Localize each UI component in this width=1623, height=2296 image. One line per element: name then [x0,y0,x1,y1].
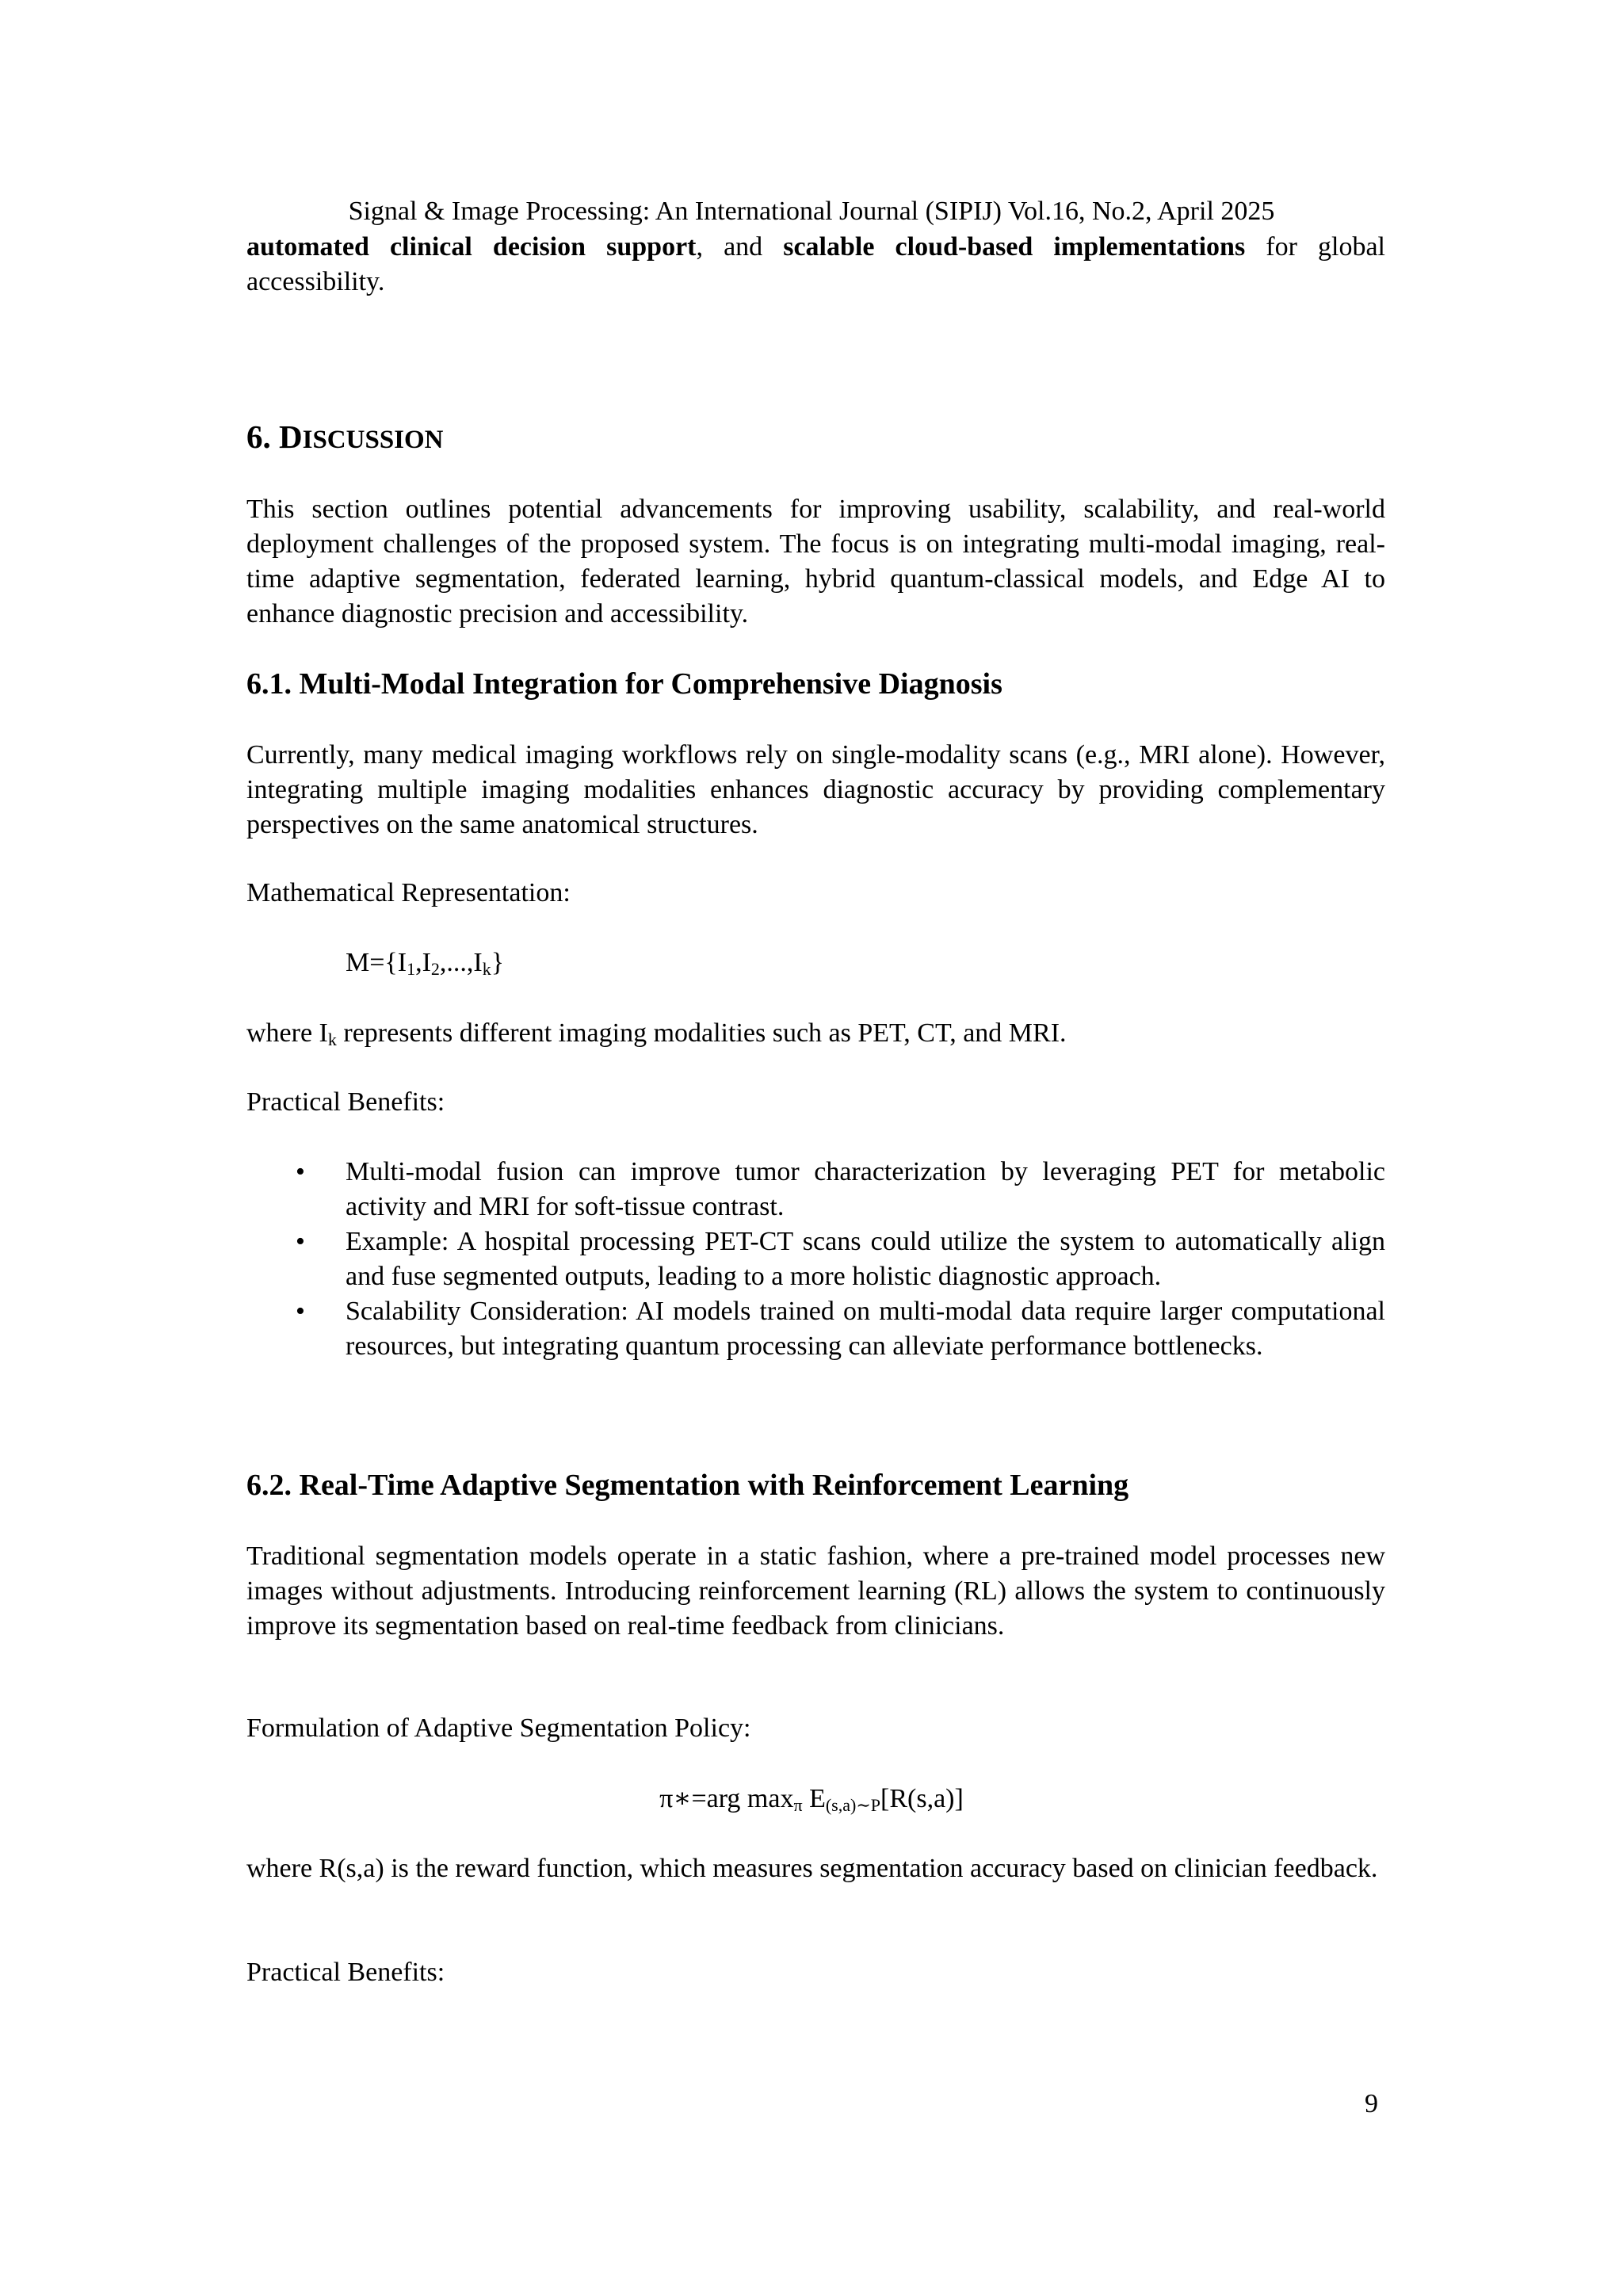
section-6-intro: This section outlines potential advancements for improving usability, scalability, and real-world deployment challenges of the proposed system. The focus is on integrating multi-modal imaging, real-time adaptive segmentation, federated learning, hybrid quantum-classical models, and Edge AI to enhance diagnostic precision and accessibility. [246,495,1385,628]
reward-where-clause: where R(s,a) is the reward function, which measures segmentation accuracy based on clinician feedback. [246,1854,1378,1883]
running-header: Signal & Image Processing: An International Journal (SIPIJ) Vol.16, No.2, April 2025 [348,197,1275,226]
section-6-1-heading: 6.1. Multi-Modal Integration for Comprehensive Diagnosis [246,667,1002,701]
list-item: • Scalability Consideration: AI models trained on multi-modal data require larger computational resources, but integrating quantum processing can alleviate performance bottlenecks. [246,1294,1385,1364]
carryover-mid: , and [696,232,784,262]
section-6-heading [246,417,444,460]
section-6-number: 6. [246,418,279,455]
benefits-label-6-1: Practical Benefits: [246,1087,445,1117]
bullet-icon: • [296,1157,305,1186]
carryover-bold-1: automated clinical decision support [246,232,697,262]
modalities-where-clause: where $I_k$ represents different imaging modalities such as PET, CT, and MRI. [246,1018,1067,1049]
section-6-title-rest: ISCUSSION [302,426,444,454]
formulation-label: Formulation of Adaptive Segmentation Policy: [246,1713,751,1743]
bullet-icon: • [296,1297,305,1326]
section-6-title-first: D [279,418,303,455]
carryover-tail: for global accessibility. [246,232,1385,296]
benefits-label-6-2: Practical Benefits: [246,1958,445,1987]
section-6-2-paragraph: Traditional segmentation models operate in a static fashion, where a pre-trained model processes new images without adjustments. Introducing reinforcement learning (RL) allows the system to continuously improve its segmentation based on real-time feedback from clinicians. [246,1541,1385,1641]
list-item: • Multi-modal fusion can improve tumor characterization by leveraging PET for metabolic activity and MRI for soft-tissue contrast. [246,1155,1385,1224]
math-representation-label: Mathematical Representation: [246,878,571,907]
page-number: 9 [1365,2089,1378,2118]
equation-policy: π∗=arg $\max_\pi E_{(s,a)\sim P}[R(s,a)]$ [659,1784,964,1815]
carryover-bold-2: scalable cloud-based implementations [783,232,1246,262]
section-6-1-paragraph: Currently, many medical imaging workflows rely on single-modality scans (e.g., MRI alone). However, integrating multiple imaging modalities enhances diagnostic accuracy by providing complementary perspectives on the same anatomical structures. [246,740,1385,839]
benefits-list-6-1 [246,1155,1385,1364]
list-item: • Example: A hospital processing PET-CT scans could utilize the system to automatically align and fuse segmented outputs, leading to a more holistic diagnostic approach. [246,1224,1385,1294]
equation-modalities-set: $M=\{I_1,I_2,...,I_k\}$ [346,948,505,979]
section-6-2-heading: 6.2. Real-Time Adaptive Segmentation with Reinforcement Learning [246,1469,1129,1502]
bullet-icon: • [296,1227,305,1256]
carryover-paragraph [246,230,1385,300]
